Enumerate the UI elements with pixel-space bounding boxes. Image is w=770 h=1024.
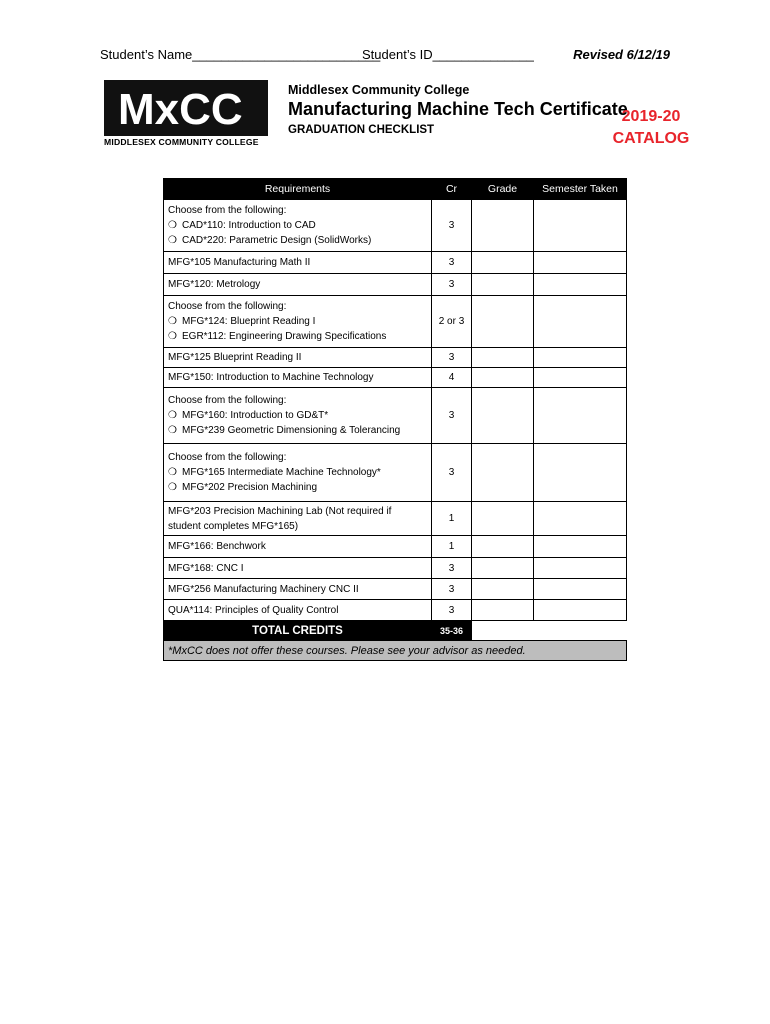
total-row — [164, 621, 627, 641]
grade-cell[interactable] — [472, 388, 534, 444]
option-label: MFG*202 Precision Machining — [182, 482, 318, 493]
grade-cell[interactable] — [472, 368, 534, 388]
credit-cell: 4 — [432, 368, 472, 388]
requirement-line: student completes MFG*165) — [168, 520, 299, 532]
requirement-cell: MFG*125 Blueprint Reading II — [164, 348, 432, 368]
option-label: CAD*220: Parametric Design (SolidWorks) — [182, 235, 372, 246]
semester-cell[interactable] — [534, 252, 627, 274]
semester-cell[interactable] — [534, 200, 627, 252]
table-row — [164, 536, 627, 558]
credit-cell: 3 — [432, 579, 472, 600]
requirement-line: MFG*203 Precision Machining Lab (Not required if — [168, 505, 392, 517]
credit-cell: 2 or 3 — [432, 296, 472, 348]
catalog-year: 2019-20 — [621, 108, 681, 125]
table-row — [164, 579, 627, 600]
footnote: *MxCC does not offer these courses. Please see your advisor as needed. — [164, 641, 627, 661]
grade-cell[interactable] — [472, 600, 534, 621]
option-item[interactable] — [168, 329, 427, 344]
semester-cell[interactable] — [534, 600, 627, 621]
catalog-label: CATALOG — [612, 130, 690, 147]
table-row — [164, 444, 627, 502]
option-item[interactable] — [168, 314, 427, 329]
grade-cell[interactable] — [472, 252, 534, 274]
credit-cell: 3 — [432, 600, 472, 621]
semester-cell[interactable] — [534, 388, 627, 444]
college-logo — [104, 80, 268, 150]
header-requirements: Requirements — [164, 179, 432, 200]
choose-label: Choose from the following: — [168, 301, 287, 312]
circle-bullet-icon[interactable]: ❍ — [168, 316, 177, 327]
option-item[interactable] — [168, 408, 427, 423]
table-row — [164, 558, 627, 579]
grade-cell[interactable] — [472, 536, 534, 558]
requirement-cell — [164, 388, 432, 444]
option-item[interactable] — [168, 233, 427, 248]
logo-caption: MIDDLESEX COMMUNITY COLLEGE — [104, 137, 259, 147]
semester-cell[interactable] — [534, 348, 627, 368]
choose-label: Choose from the following: — [168, 452, 287, 463]
grade-cell[interactable] — [472, 558, 534, 579]
mxcc-logo-icon — [104, 80, 268, 136]
credit-cell: 3 — [432, 252, 472, 274]
college-name: Middlesex Community College — [288, 83, 470, 97]
student-name-field[interactable]: Student’s Name__________________________ — [100, 47, 381, 62]
requirement-cell — [164, 502, 432, 536]
grade-cell[interactable] — [472, 444, 534, 502]
requirement-cell — [164, 200, 432, 252]
requirement-cell: MFG*120: Metrology — [164, 274, 432, 296]
student-info-line — [100, 47, 670, 67]
table-row — [164, 368, 627, 388]
requirement-cell: QUA*114: Principles of Quality Control — [164, 600, 432, 621]
credit-cell: 3 — [432, 444, 472, 502]
header-cr: Cr — [432, 179, 472, 200]
circle-bullet-icon[interactable]: ❍ — [168, 220, 177, 231]
semester-cell[interactable] — [534, 368, 627, 388]
table-row — [164, 200, 627, 252]
circle-bullet-icon[interactable]: ❍ — [168, 467, 177, 478]
grade-cell[interactable] — [472, 200, 534, 252]
total-credits-value: 35-36 — [432, 621, 472, 641]
student-id-field[interactable]: Student’s ID______________ — [362, 47, 534, 62]
table-header — [164, 179, 627, 200]
header-grade: Grade — [472, 179, 534, 200]
requirement-cell: MFG*105 Manufacturing Math II — [164, 252, 432, 274]
table-row — [164, 388, 627, 444]
option-item[interactable] — [168, 465, 427, 480]
circle-bullet-icon[interactable]: ❍ — [168, 235, 177, 246]
credit-cell: 1 — [432, 536, 472, 558]
requirement-cell: MFG*150: Introduction to Machine Technology — [164, 368, 432, 388]
table-row — [164, 600, 627, 621]
semester-cell[interactable] — [534, 502, 627, 536]
table-row — [164, 252, 627, 274]
grade-cell[interactable] — [472, 348, 534, 368]
circle-bullet-icon[interactable]: ❍ — [168, 482, 177, 493]
circle-bullet-icon[interactable]: ❍ — [168, 425, 177, 436]
semester-cell[interactable] — [534, 558, 627, 579]
option-label: MFG*124: Blueprint Reading I — [182, 316, 316, 327]
semester-cell[interactable] — [534, 274, 627, 296]
credit-cell: 3 — [432, 274, 472, 296]
credit-cell: 3 — [432, 558, 472, 579]
semester-cell[interactable] — [534, 579, 627, 600]
option-item[interactable] — [168, 480, 427, 495]
table-row — [164, 296, 627, 348]
option-label: MFG*239 Geometric Dimensioning & Tolerancing — [182, 425, 401, 436]
table-row — [164, 348, 627, 368]
option-item[interactable] — [168, 423, 427, 438]
total-blank — [472, 621, 627, 641]
catalog-badge — [606, 106, 696, 150]
checklist-title: GRADUATION CHECKLIST — [288, 124, 435, 136]
credit-cell: 3 — [432, 388, 472, 444]
credit-cell: 3 — [432, 200, 472, 252]
grade-cell[interactable] — [472, 274, 534, 296]
credit-cell: 3 — [432, 348, 472, 368]
option-label: EGR*112: Engineering Drawing Specifications — [182, 331, 387, 342]
requirement-cell: MFG*256 Manufacturing Machinery CNC II — [164, 579, 432, 600]
semester-cell[interactable] — [534, 444, 627, 502]
total-credits-label: TOTAL CREDITS — [164, 621, 432, 641]
requirement-cell: MFG*166: Benchwork — [164, 536, 432, 558]
choose-label: Choose from the following: — [168, 395, 287, 406]
grade-cell[interactable] — [472, 502, 534, 536]
option-label: MFG*165 Intermediate Machine Technology* — [182, 467, 381, 478]
header-semester: Semester Taken — [534, 179, 627, 200]
revised-date: Revised 6/12/19 — [573, 47, 670, 62]
requirement-cell: MFG*168: CNC I — [164, 558, 432, 579]
table-row — [164, 274, 627, 296]
table-row — [164, 502, 627, 536]
circle-bullet-icon[interactable]: ❍ — [168, 410, 177, 421]
semester-cell[interactable] — [534, 536, 627, 558]
choose-label: Choose from the following: — [168, 205, 287, 216]
program-title: Manufacturing Machine Tech Certificate — [288, 99, 628, 119]
requirement-cell — [164, 444, 432, 502]
logo-mark — [104, 80, 268, 136]
credit-cell: 1 — [432, 502, 472, 536]
option-label: MFG*160: Introduction to GD&T* — [182, 410, 329, 421]
footnote-row — [164, 641, 627, 661]
circle-bullet-icon[interactable]: ❍ — [168, 331, 177, 342]
semester-cell[interactable] — [534, 296, 627, 348]
requirements-table — [163, 178, 627, 661]
grade-cell[interactable] — [472, 579, 534, 600]
option-label: CAD*110: Introduction to CAD — [182, 220, 316, 231]
logo-text: MxCC — [118, 85, 243, 134]
requirement-cell — [164, 296, 432, 348]
grade-cell[interactable] — [472, 296, 534, 348]
option-item[interactable] — [168, 218, 427, 233]
